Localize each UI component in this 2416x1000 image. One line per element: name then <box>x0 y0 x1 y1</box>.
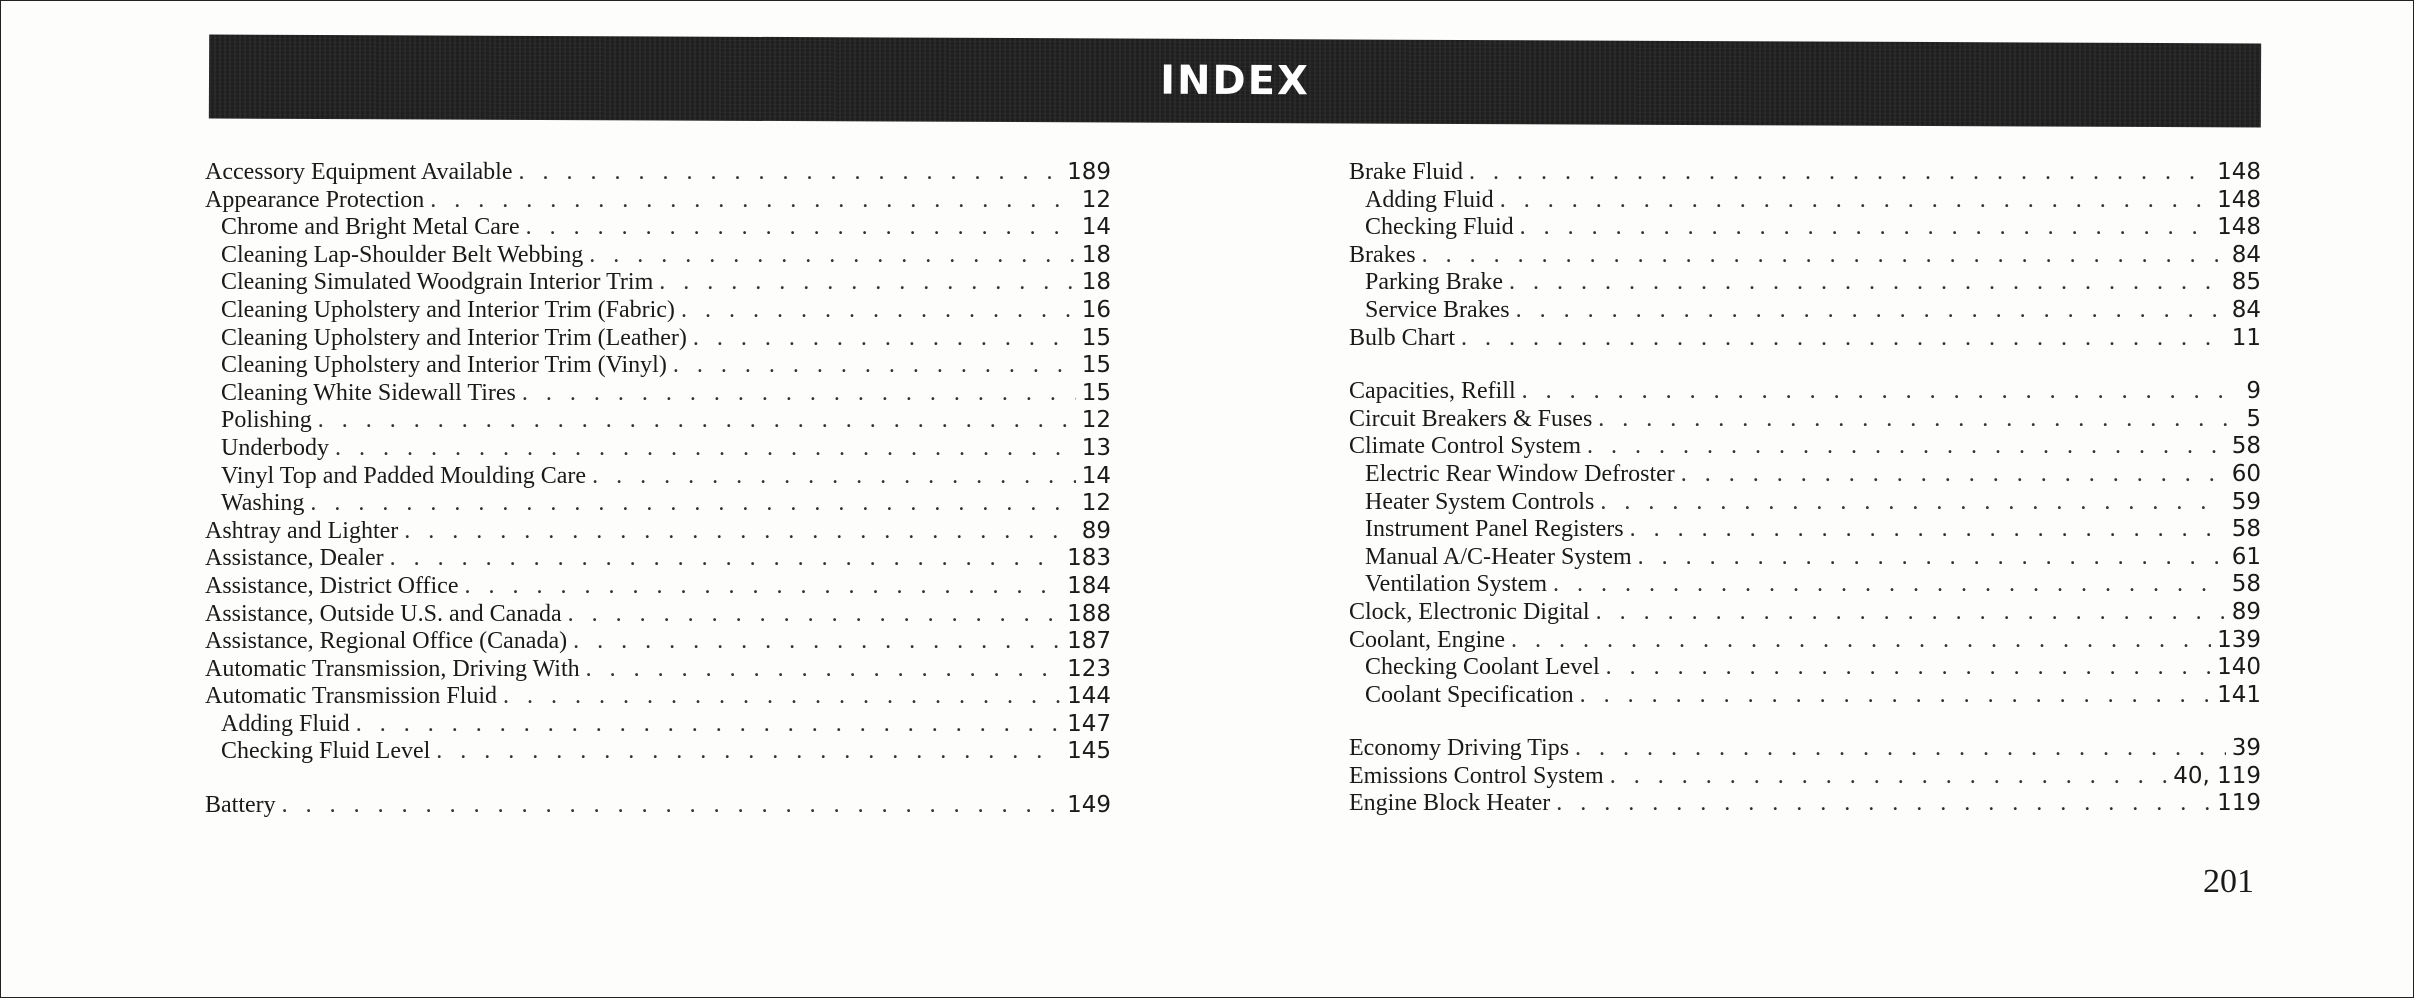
dot-leader <box>1556 790 2211 818</box>
dot-leader <box>404 518 1075 546</box>
index-entry-page: 60 <box>2231 460 2261 487</box>
index-entry-page: 12 <box>1081 490 1111 517</box>
index-entry-label: Washing <box>221 490 305 517</box>
index-entry <box>1349 378 2261 406</box>
index-entry-page: 119 <box>2217 790 2261 817</box>
dot-leader <box>573 628 1061 656</box>
dot-leader <box>1461 325 2226 353</box>
index-entry-label: Service Brakes <box>1365 296 1510 323</box>
dot-leader <box>518 159 1061 187</box>
index-entry-label: Coolant, Engine <box>1349 626 1505 653</box>
index-entry-page: 140 <box>2217 654 2261 681</box>
index-entry-page: 183 <box>1067 545 1111 572</box>
dot-leader <box>1509 269 2226 297</box>
dot-leader <box>568 601 1061 629</box>
index-entry-label: Checking Coolant Level <box>1365 654 1600 681</box>
index-entry <box>1349 735 2261 763</box>
index-entry <box>1349 790 2261 818</box>
page-title: INDEX <box>1160 57 1310 105</box>
index-entry-page: 84 <box>2231 241 2261 268</box>
index-entry <box>1349 627 2261 655</box>
index-entry-label: Bulb Chart <box>1349 324 1455 351</box>
dot-leader <box>1598 406 2240 434</box>
index-entry-page: 15 <box>1081 324 1111 351</box>
dot-leader <box>1610 763 2168 791</box>
index-entry-label: Adding Fluid <box>221 710 350 737</box>
index-entry-label: Cleaning Simulated Woodgrain Interior Trim <box>221 269 654 296</box>
index-entry-page: 147 <box>1067 710 1111 737</box>
index-entry <box>1349 654 2261 682</box>
index-entry <box>205 490 1111 518</box>
index-entry-page: 141 <box>2217 681 2261 708</box>
dot-leader <box>1422 242 2226 270</box>
index-entry <box>205 656 1111 684</box>
index-entry-label: Appearance Protection <box>205 186 425 213</box>
index-entry <box>1349 269 2261 297</box>
index-entry-page: 12 <box>1081 186 1111 213</box>
index-entry <box>205 683 1111 711</box>
index-entry-page: 18 <box>1081 241 1111 268</box>
index-entry-page: 89 <box>2231 598 2261 625</box>
dot-leader <box>1606 654 2211 682</box>
dot-leader <box>436 738 1061 766</box>
dot-leader <box>1469 159 2211 187</box>
index-entry <box>205 738 1111 766</box>
dot-leader <box>1600 489 2225 517</box>
index-entry <box>1349 571 2261 599</box>
index-entry-label: Coolant Specification <box>1365 681 1574 708</box>
index-entry <box>205 573 1111 601</box>
page-number: 201 <box>2203 863 2254 900</box>
index-entry-label: Brakes <box>1349 241 1416 268</box>
index-entry-page: 58 <box>2231 433 2261 460</box>
index-entry-label: Automatic Transmission, Driving With <box>205 655 580 682</box>
index-entry <box>1349 242 2261 270</box>
index-entry-label: Accessory Equipment Available <box>205 159 513 185</box>
index-entry <box>205 242 1111 270</box>
index-entry-label: Instrument Panel Registers <box>1365 516 1624 543</box>
index-entry-label: Cleaning White Sidewall Tires <box>221 379 516 406</box>
dot-leader <box>318 407 1076 435</box>
dot-leader <box>1500 187 2211 215</box>
index-entry <box>205 601 1111 629</box>
index-header-banner <box>209 35 2261 128</box>
index-entry-page: 58 <box>2231 571 2261 598</box>
index-entry-label: Heater System Controls <box>1365 488 1595 515</box>
index-entry-page: 189 <box>1067 159 1111 185</box>
index-entry-label: Clock, Electronic Digital <box>1349 598 1590 625</box>
index-entry <box>1349 763 2261 791</box>
index-entry <box>205 711 1111 739</box>
index-entry <box>205 352 1111 380</box>
index-entry-page: 188 <box>1067 600 1111 627</box>
dot-leader <box>1520 214 2211 242</box>
dot-leader <box>356 711 1061 739</box>
index-entry-page: 5 <box>2246 405 2261 432</box>
dot-leader <box>693 325 1076 353</box>
index-entry <box>1349 433 2261 461</box>
dot-leader <box>1575 735 2226 763</box>
index-entry-label: Underbody <box>221 434 329 461</box>
index-entry <box>205 380 1111 408</box>
dot-leader <box>1522 378 2241 406</box>
index-entry-page: 58 <box>2231 516 2261 543</box>
dot-leader <box>335 435 1076 463</box>
index-entry-label: Cleaning Upholstery and Interior Trim (Fabric) <box>221 296 675 323</box>
index-entry-page: 14 <box>1081 462 1111 489</box>
index-entry-page: 11 <box>2231 324 2261 351</box>
index-entry-label: Capacities, Refill <box>1349 378 1516 405</box>
index-entry-page: 40, 119 <box>2173 762 2261 789</box>
index-entry-page: 14 <box>1081 214 1111 241</box>
index-entry-label: Automatic Transmission Fluid <box>205 683 498 710</box>
index-entry-label: Ventilation System <box>1365 571 1547 598</box>
index-entry <box>1349 325 2261 353</box>
index-entry-page: 18 <box>1081 269 1111 296</box>
index-entry-label: Adding Fluid <box>1365 186 1494 213</box>
index-entry-label: Assistance, Outside U.S. and Canada <box>205 600 562 627</box>
dot-leader <box>592 463 1076 491</box>
index-entry <box>1349 516 2261 544</box>
index-entry <box>205 435 1111 463</box>
index-entry <box>1349 682 2261 710</box>
index-entry <box>205 628 1111 656</box>
index-entry <box>1349 489 2261 517</box>
index-entry <box>1349 544 2261 572</box>
index-entry-page: 39 <box>2231 735 2261 762</box>
index-entry-label: Cleaning Upholstery and Interior Trim (Leather) <box>221 324 687 351</box>
index-column-left <box>205 159 1111 820</box>
index-entry-label: Economy Driving Tips <box>1349 735 1570 762</box>
index-entry-page: 15 <box>1081 379 1111 406</box>
index-entry-label: Ashtray and Lighter <box>205 517 399 544</box>
index-entry-page: 13 <box>1081 434 1111 461</box>
dot-leader <box>589 242 1075 270</box>
dot-leader <box>526 214 1076 242</box>
index-entry-page: 148 <box>2217 159 2261 185</box>
index-entry <box>205 269 1111 297</box>
index-entry <box>205 463 1111 491</box>
index-entry-label: Checking Fluid Level <box>221 738 431 765</box>
index-entry-label: Parking Brake <box>1365 269 1503 296</box>
index-entry <box>205 159 1111 187</box>
index-entry-page: 123 <box>1067 655 1111 682</box>
index-entry-label: Engine Block Heater <box>1349 790 1551 817</box>
dot-leader <box>310 490 1075 518</box>
index-entry-page: 187 <box>1067 628 1111 655</box>
index-entry-label: Assistance, Dealer <box>205 545 384 572</box>
index-entry-page: 59 <box>2231 488 2261 515</box>
index-entry-page: 89 <box>1081 517 1111 544</box>
index-entry-page: 184 <box>1067 572 1111 599</box>
dot-leader <box>1516 297 2226 325</box>
dot-leader <box>659 269 1075 297</box>
index-entry <box>1349 214 2261 242</box>
dot-leader <box>390 545 1062 573</box>
index-entry <box>205 214 1111 242</box>
index-entry-page: 15 <box>1081 352 1111 379</box>
index-entry-page: 9 <box>2246 378 2261 405</box>
index-entry-label: Circuit Breakers & Fuses <box>1349 405 1593 432</box>
dot-leader <box>282 792 1061 820</box>
dot-leader <box>522 380 1076 408</box>
index-entry <box>205 545 1111 573</box>
dot-leader <box>503 683 1061 711</box>
dot-leader <box>1511 627 2211 655</box>
index-entry-label: Vinyl Top and Padded Moulding Care <box>221 462 587 489</box>
index-entry <box>205 407 1111 435</box>
index-entry <box>1349 461 2261 489</box>
index-entry <box>1349 599 2261 627</box>
dot-leader <box>1553 571 2226 599</box>
index-entry <box>205 792 1111 820</box>
index-entry <box>1349 297 2261 325</box>
index-entry <box>205 518 1111 546</box>
dot-leader <box>586 656 1061 684</box>
dot-leader <box>1587 433 2226 461</box>
index-entry-label: Emissions Control System <box>1349 762 1604 789</box>
index-entry-label: Battery <box>205 792 276 819</box>
dot-leader <box>1596 599 2226 627</box>
index-entry <box>1349 187 2261 215</box>
index-entry-page: 149 <box>1067 792 1111 819</box>
index-entry-label: Electric Rear Window Defroster <box>1365 460 1675 487</box>
index-column-right <box>1349 159 2261 818</box>
index-entry <box>1349 159 2261 187</box>
dot-leader <box>1630 516 2226 544</box>
index-entry-label: Checking Fluid <box>1365 214 1514 241</box>
index-entry-label: Brake Fluid <box>1349 159 1463 185</box>
index-entry-page: 139 <box>2217 626 2261 653</box>
index-entry-label: Manual A/C-Heater System <box>1365 543 1632 570</box>
index-entry <box>205 297 1111 325</box>
index-entry-page: 16 <box>1081 296 1111 323</box>
index-entry <box>205 187 1111 215</box>
dot-leader <box>430 187 1075 215</box>
index-entry-label: Assistance, Regional Office (Canada) <box>205 628 568 655</box>
index-entry-label: Assistance, District Office <box>205 572 459 599</box>
index-entry-page: 12 <box>1081 407 1111 434</box>
index-entry-page: 148 <box>2217 214 2261 241</box>
index-entry-label: Cleaning Upholstery and Interior Trim (Vinyl) <box>221 352 667 379</box>
dot-leader <box>465 573 1062 601</box>
index-entry-page: 144 <box>1067 683 1111 710</box>
index-entry-label: Climate Control System <box>1349 433 1581 460</box>
dot-leader <box>1580 682 2211 710</box>
index-entry-label: Chrome and Bright Metal Care <box>221 214 520 241</box>
index-entry-page: 84 <box>2231 296 2261 323</box>
dot-leader <box>1681 461 2226 489</box>
dot-leader <box>1638 544 2226 572</box>
index-entry-page: 85 <box>2231 269 2261 296</box>
index-entry-page: 145 <box>1067 738 1111 765</box>
dot-leader <box>673 352 1076 380</box>
index-entry <box>205 325 1111 353</box>
index-entry-label: Cleaning Lap-Shoulder Belt Webbing <box>221 241 584 268</box>
dot-leader <box>681 297 1076 325</box>
index-entry-page: 61 <box>2231 543 2261 570</box>
index-entry-page: 148 <box>2217 186 2261 213</box>
index-entry-label: Polishing <box>221 407 312 434</box>
index-entry <box>1349 406 2261 434</box>
